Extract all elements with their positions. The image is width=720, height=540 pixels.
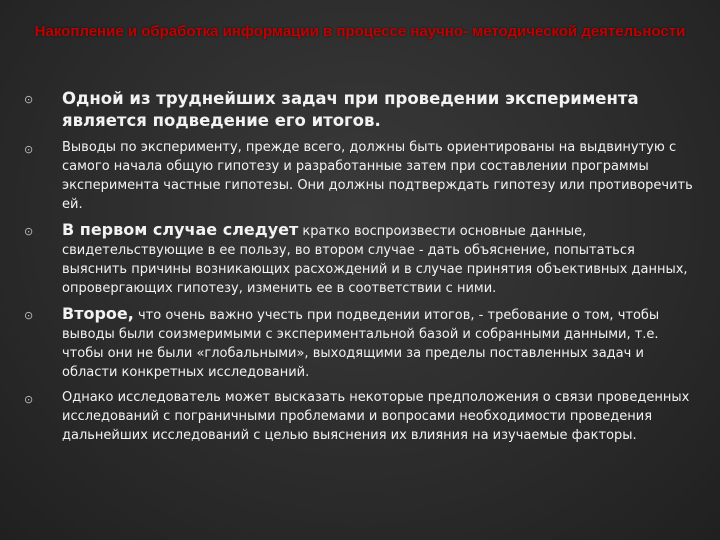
list-item-text [62,220,694,298]
slide-title: Накопление и обработка информации в процессе научно- методической деятельности [34,23,686,40]
circled-dot-icon: ⊙ [24,143,34,156]
circled-dot-icon: ⊙ [24,93,34,106]
bullet-list [24,88,694,451]
list-item [24,304,694,382]
list-item-body: кратко воспроизвести основные данные, свидетельствующие в ее пользу, во втором случае - дать объяснение, попытаться выяснить причины возникающих расхождений и в случае принятия объективных данных, опровергающих гипотезу, изменить ее в соответствии с ними. [62,224,688,296]
list-item-text: Однако исследователь может высказать некоторые предположения о связи проведенных исследований с пограничными проблемами и вопросами необходимости проведения дальнейших исследований с целью выяснения их влияния на изучаемые факторы. [62,390,690,443]
list-item-text [62,304,694,382]
list-item-lead: Второе, [62,304,134,323]
circled-dot-icon: ⊙ [24,393,34,406]
list-item-text: Выводы по эксперименту, прежде всего, должны быть ориентированы на выдвинутую с самого начала общую гипотезу и разработанные затем при составлении программы эксперимента частные гипотезы. Они должны подтверждать гипотезу или противоречить ей. [62,140,693,212]
list-item-body: что очень важно учесть при подведении итогов, - требование о том, чтобы выводы были соизмеримыми с экспериментальной базой и собранными данными, т.е. чтобы они не были «глобальными», выходящими за пределы поставленных задач и области конкретных исследований. [62,308,660,380]
list-item-lead: В первом случае следует [62,220,299,239]
circled-dot-icon: ⊙ [24,309,34,322]
list-item [24,388,694,445]
circled-dot-icon: ⊙ [24,225,34,238]
list-item-text: Одной из труднейших задач при проведении эксперимента является подведение его итогов. [62,89,639,130]
list-item [24,88,694,132]
list-item [24,220,694,298]
list-item [24,138,694,214]
